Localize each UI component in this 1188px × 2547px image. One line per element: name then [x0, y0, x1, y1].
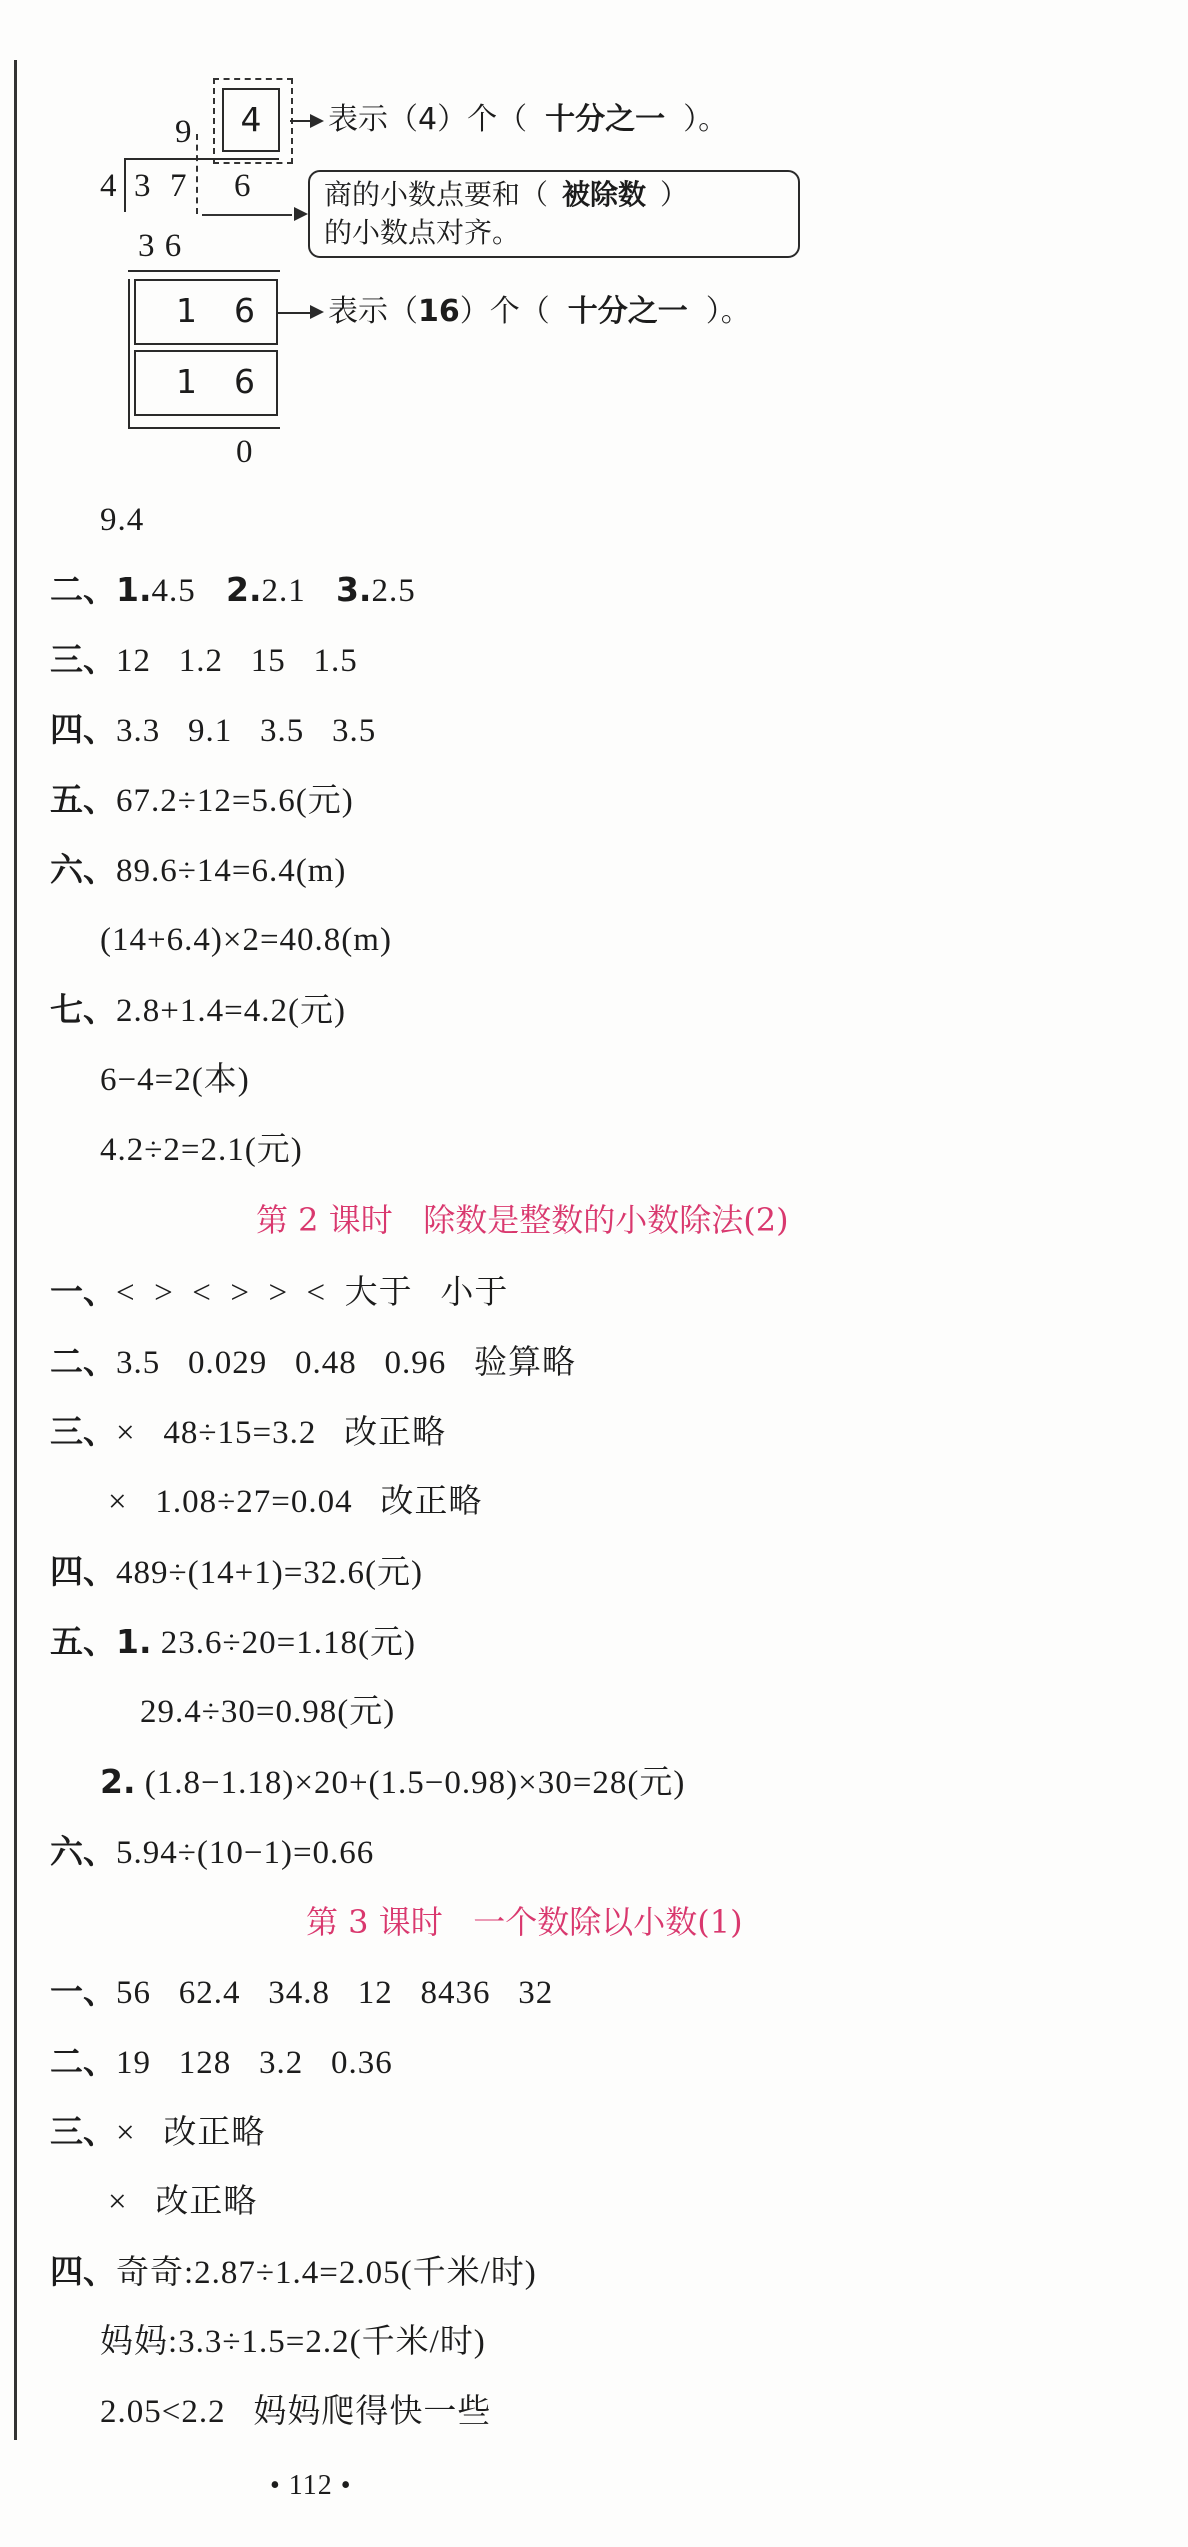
answer-line: (14+6.4)×2=40.8(m) [100, 922, 392, 958]
answer-line: 四、489÷(14+1)=32.6(元) [50, 1552, 424, 1591]
arrow-2-line [278, 312, 312, 314]
answer-line: 二、1.4.5 2.2.1 3.2.5 [50, 570, 416, 609]
answer-line: 2. (1.8−1.18)×20+(1.5−0.98)×30=28(元) [100, 1762, 686, 1801]
subtract-line-2 [128, 427, 280, 429]
arrow-1-line [290, 120, 312, 122]
page-number: • 112 • [270, 2470, 352, 2501]
divisor: 4 [100, 168, 118, 204]
annotation-quotient: 表示（4）个（ 十分之一 ）。 [328, 102, 729, 137]
quotient-digit-box: 4 [222, 88, 280, 152]
answer-line: × 改正略 [108, 2184, 258, 2220]
answer-line: 二、19 128 3.2 0.36 [50, 2042, 393, 2081]
dividend-digit-3: 6 [234, 168, 252, 204]
final-remainder: 0 [236, 434, 254, 470]
answer-line: 一、56 62.4 34.8 12 8436 32 [50, 1972, 554, 2011]
answer-line: 五、67.2÷12=5.6(元) [50, 780, 354, 819]
answer-line: 六、5.94÷(10−1)=0.66 [50, 1832, 375, 1871]
bracket-vertical [124, 160, 126, 212]
answer-line: 三、× 48÷15=3.2 改正略 [50, 1412, 447, 1451]
answer-line: 29.4÷30=0.98(元) [140, 1694, 396, 1730]
answer-line: 一、< > < > > < 大于 小于 [50, 1272, 509, 1311]
arrow-note-icon [294, 207, 308, 221]
answer-line: 9.4 [100, 502, 145, 538]
answer-line: 6−4=2(本) [100, 1062, 250, 1098]
annotation-remainder: 表示（16）个（ 十分之一 ）。 [328, 294, 751, 329]
answer-line: 三、12 1.2 15 1.5 [50, 640, 358, 679]
lesson-heading: 第 3 课时 一个数除以小数(1) [306, 1903, 743, 1941]
margin-rule [14, 60, 17, 2440]
answer-line: 妈妈:3.3÷1.5=2.2(千米/时) [100, 2324, 486, 2360]
answer-line: 2.05<2.2 妈妈爬得快一些 [100, 2394, 492, 2430]
answer-line: 4.2÷2=2.1(元) [100, 1132, 303, 1168]
answer-line: 七、2.8+1.4=4.2(元) [50, 990, 346, 1029]
product-36: 3 6 [138, 228, 183, 264]
answer-line: 二、3.5 0.029 0.48 0.96 验算略 [50, 1342, 576, 1381]
dividend-digit-1: 3 [134, 168, 152, 204]
arrow-2-icon [310, 305, 324, 319]
subtract-line-1 [128, 270, 280, 272]
answer-line: 四、3.3 9.1 3.5 3.5 [50, 710, 377, 749]
decimal-point-note: 商的小数点要和（ 被除数 ） 的小数点对齐。 [308, 170, 800, 258]
division-left-rule [128, 279, 130, 429]
answer-line: × 1.08÷27=0.04 改正略 [108, 1484, 483, 1520]
note-connector [202, 214, 292, 218]
decimal-guide [196, 134, 206, 214]
remainder-box-16: 1 6 [134, 279, 278, 345]
bracket-top [124, 158, 279, 160]
lesson-heading: 第 2 课时 除数是整数的小数除法(2) [256, 1201, 789, 1239]
dividend-digit-2: 7 [170, 168, 188, 204]
answer-line: 五、1. 23.6÷20=1.18(元) [50, 1622, 416, 1661]
quotient-integer: 9 [175, 114, 193, 150]
answer-line: 三、× 改正略 [50, 2112, 266, 2151]
answer-line: 四、奇奇:2.87÷1.4=2.05(千米/时) [50, 2252, 537, 2291]
product-box-16: 1 6 [134, 350, 278, 416]
arrow-1-icon [310, 114, 324, 128]
answer-line: 六、89.6÷14=6.4(m) [50, 850, 347, 889]
